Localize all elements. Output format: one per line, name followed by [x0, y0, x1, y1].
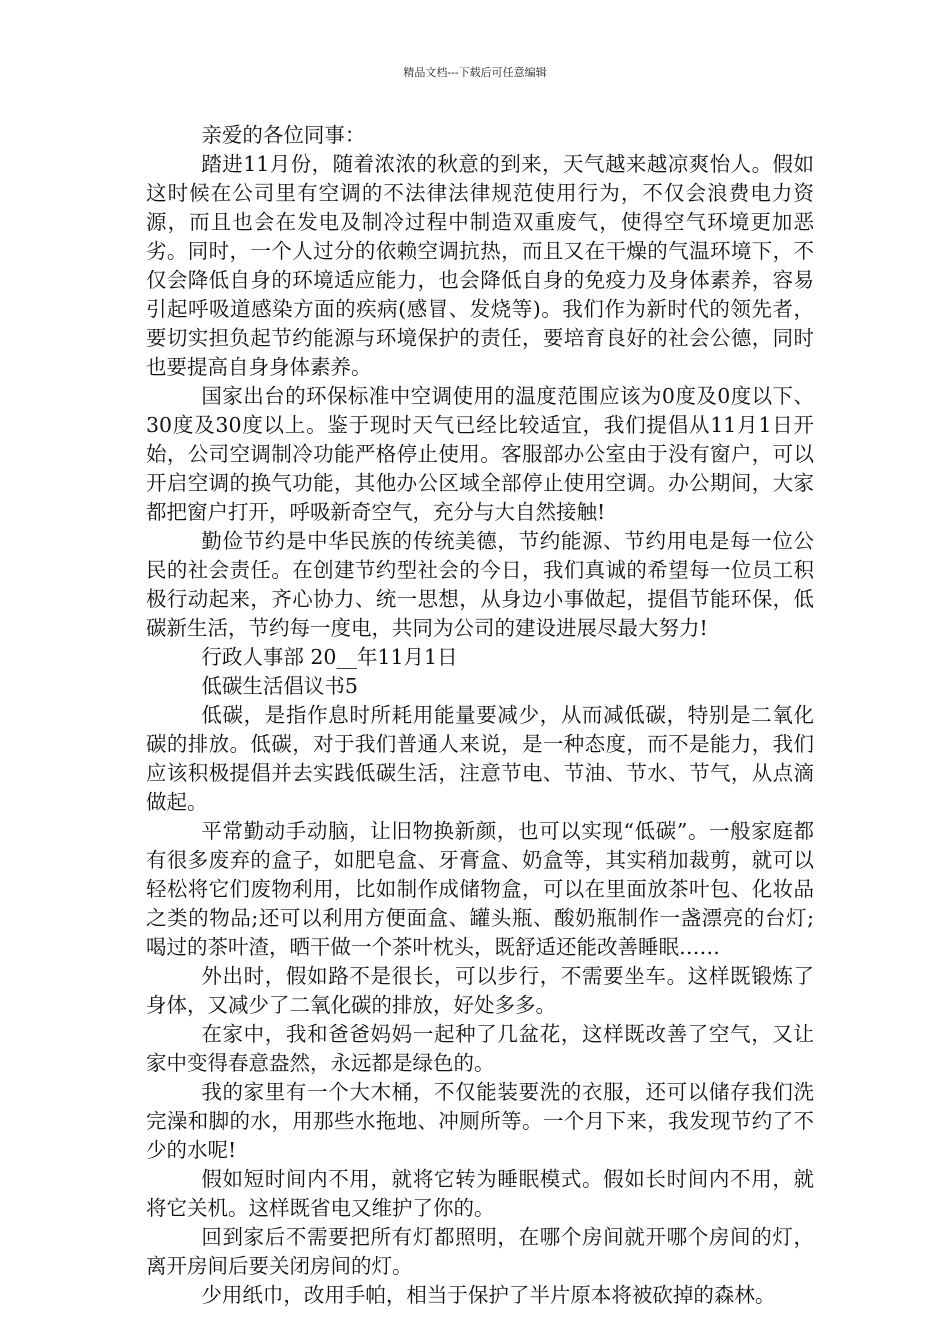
body-paragraph: 假如短时间内不用，就将它转为睡眠模式。假如长时间内不用，就将它关机。这样既省电又维护了你的。	[146, 1167, 814, 1220]
body-paragraph: 勤俭节约是中华民族的传统美德，节约能源、节约用电是每一位公民的社会责任。在创建节约型社会的今日，我们真诚的希望每一位员工积极行动起来，齐心协力、统一思想，从身边小事做起，提倡节能环保，低碳新生活，节约每一度电，共同为公司的建设进展尽最大努力!	[146, 529, 814, 640]
signature-line: 行政人事部 20__年11月1日	[201, 645, 458, 669]
body-paragraph: 踏进11月份，随着浓浓的秋意的到来，天气越来越凉爽怡人。假如这时候在公司里有空调的不法律法律规范使用行为，不仅会浪费电力资源，而且也会在发电及制冷过程中制造双重废气，使得空气环境更加恶劣。同时，一个人过分的依赖空调抗热，而且又在干燥的气温环境下，不仅会降低自身的环境适应能力，也会降低自身的免疫力及身体素养，容易引起呼吸道感染方面的疾病(感冒、发烧等)。我们作为新时代的领先者，要切实担负起节约能源与环境保护的责任，要培育良好的社会公德，同时也要提高自身身体素养。	[146, 152, 814, 379]
body-paragraph: 回到家后不需要把所有灯都照明，在哪个房间就开哪个房间的灯，离开房间后要关闭房间的灯。	[146, 1225, 814, 1278]
body-paragraph: 我的家里有一个大木桶，不仅能装要洗的衣服，还可以储存我们洗完澡和脚的水，用那些水拖地、冲厕所等。一个月下来，我发现节约了不少的水呢!	[146, 1080, 814, 1162]
body-paragraph: 平常勤动手动脑，让旧物换新颜，也可以实现“低碳”。一般家庭都有很多废弃的盒子，如肥皂盒、牙膏盒、奶盒等，其实稍加裁剪，就可以轻松将它们废物利用，比如制作成储物盒，可以在里面放茶叶包、化妆品之类的物品;还可以利用方便面盒、罐头瓶、酸奶瓶制作一盏漂亮的台灯;喝过的茶叶渣，晒干做一个茶叶枕头，既舒适还能改善睡眠……	[146, 819, 814, 959]
greeting-line: 亲爱的各位同事：	[201, 123, 366, 147]
page-header: 精品文档---下载后可任意编辑	[403, 66, 547, 79]
body-paragraph: 少用纸巾，改用手帕，相当于保护了半片原本将被砍掉的森林。	[201, 1283, 776, 1307]
document-body	[146, 121, 814, 1310]
body-paragraph: 低碳，是指作息时所耗用能量要减少，从而减低碳，特别是二氧化碳的排放。低碳，对于我们普通人来说，是一种态度，而不是能力，我们应该积极提倡并去实践低碳生活，注意节电、节油、节水、节气，从点滴做起。	[146, 703, 814, 814]
body-paragraph: 国家出台的环保标准中空调使用的温度范围应该为0度及0度以下、30度及30度以上。鉴于现时天气已经比较适宜，我们提倡从11月1日开始，公司空调制冷功能严格停止使用。客服部办公室由于没有窗户，可以开启空调的换气功能，其他办公区域全部停止使用空调。办公期间，大家都把窗户打开，呼吸新奇空气，充分与大自然接触!	[146, 384, 814, 524]
section-title: 低碳生活倡议书5	[201, 674, 358, 698]
body-paragraph: 外出时，假如路不是很长，可以步行，不需要坐车。这样既锻炼了身体，又减少了二氧化碳的排放，好处多多。	[146, 964, 814, 1017]
body-paragraph: 在家中，我和爸爸妈妈一起种了几盆花，这样既改善了空气，又让家中变得春意盎然，永远都是绿色的。	[146, 1022, 814, 1075]
